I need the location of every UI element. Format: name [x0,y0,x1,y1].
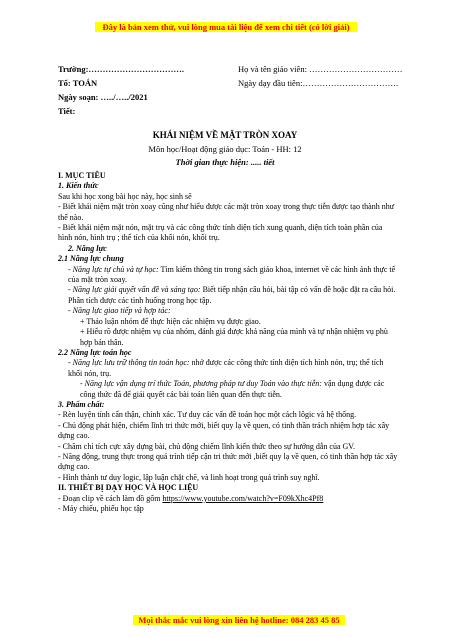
video-link[interactable]: https://www.youtube.com/watch?v=F09kXhc4Pf8 [162,493,324,503]
school-field: Trường:……………………………. [58,64,185,74]
paragraph: - Máy chiếu, phiếu học tập [58,504,144,513]
paragraph: - Hình thành tư duy logic, lập luận chặt chẽ, và linh hoạt trong quá trình suy nghĩ. [58,472,320,482]
paragraph [58,358,398,379]
paragraph: - Rèn luyện tính cẩn thận, chính xác. Tư duy các vấn đề toán học một cách lôgic và hệ thống. [58,410,357,420]
paragraph: - Chăm chỉ tích cực xây dựng bài, chủ động chiếm lĩnh kiến thức theo sự hướng dẫn của GV. [58,441,356,451]
paragraph [58,265,398,286]
date-field: Ngày soạn: …../…../2021 [58,92,148,102]
text: nhớ được các công thức tính diện tích hình nón, trụ; thể tích khối nón, trụ. [68,358,384,378]
emphasis: - Năng lực giải quyết vấn đề và sáng tạo: [68,285,201,295]
group-field: Tổ: TOÁN [58,78,98,88]
text: vận dụng được các công thức đã để giải quyết các bài toán liên quan đến thực tiễn. [80,379,385,399]
emphasis: - Năng lực lưu trữ thông tin toán học: [68,358,190,368]
paragraph: - Năng động, trung thực trong quá trình tiếp cận tri thức mới ,biết quy lạ về quen, có tinh thần hợp tác xây dựng cao. [58,451,398,472]
subject-line: Môn học/Hoạt động giáo dục: Toán - HH: 12 [148,144,302,154]
paragraph: - Biết khái niệm mặt nón, mặt trụ và các công thức tính diện tích xung quanh, diện tích toàn phần của hình nón, hình trụ ; thể tích của khối nón, khối trụ. [58,223,383,243]
paragraph: - Biết khái niệm mặt tròn xoay cũng như hiểu được các mặt tròn xoay trong thực tiễn được tạo thành như thế nào. [58,202,395,222]
time-line: Thời gian thực hiện: ..... tiết [175,157,275,167]
hotline-banner: Mọi thắc mắc vui lòng xin liên hệ hotline: 084 283 45 85 [133,615,345,625]
paragraph: + Hiểu rõ được nhiệm vụ của nhóm, đánh giá được khả năng của mình và tự nhận nhiệm vụ phù hợp bản thân. [80,327,388,347]
document-body [58,171,398,514]
text: - Đoạn clip về cách làm đồ gốm [58,493,163,503]
section-heading: II. THIẾT BỊ DẠY HỌC VÀ HỌC LIỆU [58,483,199,493]
text: Biết tiếp nhận câu hỏi, bài tập có vấn đề hoặc đặt ra câu hỏi. Phân tích được các tình huống trong học tập. [68,285,396,305]
subsection-heading: 1. Kiến thức [58,181,99,191]
paragraph: Sau khi học xong bài học này, học sinh sẽ [58,191,192,201]
lesson-title: KHÁI NIỆM VỀ MẶT TRÒN XOAY [152,130,298,140]
paragraph: + Thảo luận nhóm để thực hiện các nhiệm vụ được giao. [80,316,261,326]
emphasis: - Năng lực tự chủ và tự học: [68,264,159,274]
subsection-heading: 3. Phẩm chất: [58,399,105,409]
paragraph [58,285,398,306]
paragraph [58,379,398,400]
paragraph: - Năng lực giao tiếp và hợp tác: [68,306,171,316]
text: Tìm kiếm thông tin trong sách giáo khoa, internet về các hình ảnh thực tế của mặt tròn xoay. [68,264,396,285]
subsection-heading: 2. Năng lực [68,243,107,253]
preview-banner: Đây là bản xem thử, vui lòng mua tài liệu để xem chi tiết (có lời giải) [95,22,357,32]
section-heading: I. MỤC TIÊU [58,171,106,180]
paragraph [58,494,398,504]
paragraph: - Chủ động phát hiện, chiếm lĩnh tri thức mới, biết quy lạ về quen, có tinh thần trách nhiệm hợp tác xây dựng cao. [58,420,390,441]
teach-date-field: Ngày dạy đầu tiên:……………………………. [238,78,399,88]
teacher-field: Họ và tên giáo viên: …………………………… [238,64,403,74]
subsection-heading: 2.2 Năng lực toán học [58,347,132,357]
lesson-field: Tiết: [58,106,76,116]
subsection-heading: 2.1 Năng lực chung [58,254,124,264]
emphasis: - Năng lực vận dụng trí thức Toán, phương pháp tư duy Toán vào thực tiễn: [80,379,322,389]
